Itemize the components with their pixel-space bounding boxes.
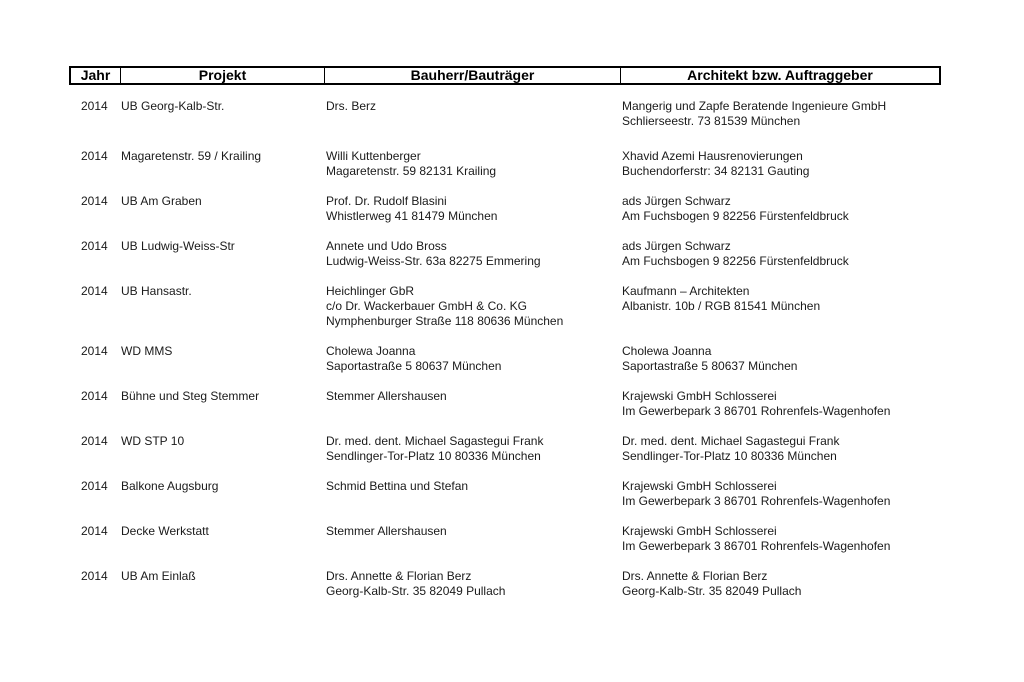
cell-bauherr-line: Heichlinger GbR <box>326 284 415 298</box>
cell-jahr: 2014 <box>81 284 108 298</box>
cell-bauherr <box>326 194 497 224</box>
cell-bauherr <box>326 434 543 464</box>
header-bauherr: Bauherr/Bauträger <box>325 68 621 83</box>
cell-bauherr-line: Cholewa Joanna <box>326 344 416 358</box>
cell-projekt: UB Am Graben <box>121 194 202 208</box>
cell-architekt <box>622 284 820 314</box>
cell-architekt-line: Saportastraße 5 80637 München <box>622 359 798 373</box>
cell-jahr: 2014 <box>81 389 108 403</box>
cell-jahr: 2014 <box>81 479 108 493</box>
cell-bauherr-line: Stemmer Allershausen <box>326 389 447 403</box>
cell-bauherr <box>326 344 501 374</box>
cell-bauherr-line: Saportastraße 5 80637 München <box>326 359 502 373</box>
cell-bauherr <box>326 284 563 329</box>
header-jahr: Jahr <box>71 68 121 83</box>
cell-projekt: Bühne und Steg Stemmer <box>121 389 260 403</box>
cell-projekt: WD STP 10 <box>121 434 185 448</box>
cell-jahr: 2014 <box>81 344 108 358</box>
cell-bauherr-line: Magaretenstr. 59 82131 Krailing <box>326 164 497 178</box>
cell-architekt <box>622 149 809 179</box>
cell-architekt <box>622 434 839 464</box>
cell-projekt: UB Hansastr. <box>121 284 192 298</box>
cell-projekt: Decke Werkstatt <box>121 524 209 538</box>
cell-jahr: 2014 <box>81 99 108 113</box>
cell-bauherr <box>326 479 468 494</box>
cell-bauherr-line: Drs. Annette & Florian Berz <box>326 569 472 583</box>
cell-architekt-line: Albanistr. 10b / RGB 81541 München <box>622 299 821 313</box>
cell-bauherr-line: Georg-Kalb-Str. 35 82049 Pullach <box>326 584 506 598</box>
header-projekt: Projekt <box>121 68 325 83</box>
cell-bauherr <box>326 99 376 114</box>
cell-jahr: 2014 <box>81 524 108 538</box>
cell-architekt <box>622 524 890 554</box>
cell-architekt-line: Buchendorferstr: 34 82131 Gauting <box>622 164 810 178</box>
cell-architekt <box>622 569 801 599</box>
cell-architekt-line: Mangerig und Zapfe Beratende Ingenieure GmbH <box>622 99 887 113</box>
cell-bauherr-line: Willi Kuttenberger <box>326 149 421 163</box>
cell-bauherr-line: Prof. Dr. Rudolf Blasini <box>326 194 447 208</box>
cell-architekt-line: Krajewski GmbH Schlosserei <box>622 479 777 493</box>
cell-projekt: UB Ludwig-Weiss-Str <box>121 239 235 253</box>
cell-projekt: Balkone Augsburg <box>121 479 219 493</box>
cell-projekt: WD MMS <box>121 344 173 358</box>
cell-projekt: Magaretenstr. 59 / Krailing <box>121 149 262 163</box>
cell-architekt <box>622 99 886 129</box>
cell-bauherr <box>326 239 541 269</box>
cell-projekt: UB Am Einlaß <box>121 569 196 583</box>
cell-jahr: 2014 <box>81 194 108 208</box>
cell-architekt-line: Krajewski GmbH Schlosserei <box>622 389 777 403</box>
table-header <box>69 66 941 85</box>
header-architekt: Architekt bzw. Auftraggeber <box>687 67 873 83</box>
cell-architekt-line: Sendlinger-Tor-Platz 10 80336 München <box>622 449 837 463</box>
cell-jahr: 2014 <box>81 569 108 583</box>
cell-architekt-line: ads Jürgen Schwarz <box>622 239 731 253</box>
cell-architekt <box>622 344 797 374</box>
cell-architekt-line: Cholewa Joanna <box>622 344 712 358</box>
cell-bauherr <box>326 569 505 599</box>
cell-architekt-line: Krajewski GmbH Schlosserei <box>622 524 777 538</box>
cell-jahr: 2014 <box>81 149 108 163</box>
cell-bauherr-line: Stemmer Allershausen <box>326 524 447 538</box>
cell-bauherr-line: Ludwig-Weiss-Str. 63a 82275 Emmering <box>326 254 541 268</box>
cell-architekt-line: Im Gewerbepark 3 86701 Rohrenfels-Wagenhofen <box>622 494 891 508</box>
cell-architekt <box>622 194 849 224</box>
cell-bauherr <box>326 149 496 179</box>
cell-architekt-line: Kaufmann – Architekten <box>622 284 750 298</box>
cell-projekt: UB Georg-Kalb-Str. <box>121 99 225 113</box>
cell-architekt-line: Drs. Annette & Florian Berz <box>622 569 768 583</box>
cell-jahr: 2014 <box>81 434 108 448</box>
cell-bauherr-line: Nymphenburger Straße 118 80636 München <box>326 314 564 328</box>
cell-architekt-line: Dr. med. dent. Michael Sagastegui Frank <box>622 434 840 448</box>
cell-architekt-line: Im Gewerbepark 3 86701 Rohrenfels-Wagenhofen <box>622 404 891 418</box>
cell-architekt-line: Im Gewerbepark 3 86701 Rohrenfels-Wagenhofen <box>622 539 891 553</box>
cell-architekt <box>622 239 849 269</box>
cell-architekt-line: Am Fuchsbogen 9 82256 Fürstenfeldbruck <box>622 209 849 223</box>
cell-bauherr-line: Drs. Berz <box>326 99 377 113</box>
cell-jahr: 2014 <box>81 239 108 253</box>
cell-bauherr-line: Dr. med. dent. Michael Sagastegui Frank <box>326 434 544 448</box>
cell-architekt-line: ads Jürgen Schwarz <box>622 194 731 208</box>
cell-bauherr-line: Whistlerweg 41 81479 München <box>326 209 498 223</box>
cell-bauherr-line: Schmid Bettina und Stefan <box>326 479 469 493</box>
cell-bauherr <box>326 524 447 539</box>
cell-bauherr-line: Sendlinger-Tor-Platz 10 80336 München <box>326 449 541 463</box>
cell-bauherr-line: Annete und Udo Bross <box>326 239 447 253</box>
cell-architekt-line: Am Fuchsbogen 9 82256 Fürstenfeldbruck <box>622 254 849 268</box>
cell-architekt <box>622 389 890 419</box>
cell-architekt-line: Schlierseestr. 73 81539 München <box>622 114 801 128</box>
cell-bauherr <box>326 389 447 404</box>
cell-architekt <box>622 479 890 509</box>
cell-bauherr-line: c/o Dr. Wackerbauer GmbH & Co. KG <box>326 299 527 313</box>
cell-architekt-line: Xhavid Azemi Hausrenovierungen <box>622 149 803 163</box>
cell-architekt-line: Georg-Kalb-Str. 35 82049 Pullach <box>622 584 802 598</box>
